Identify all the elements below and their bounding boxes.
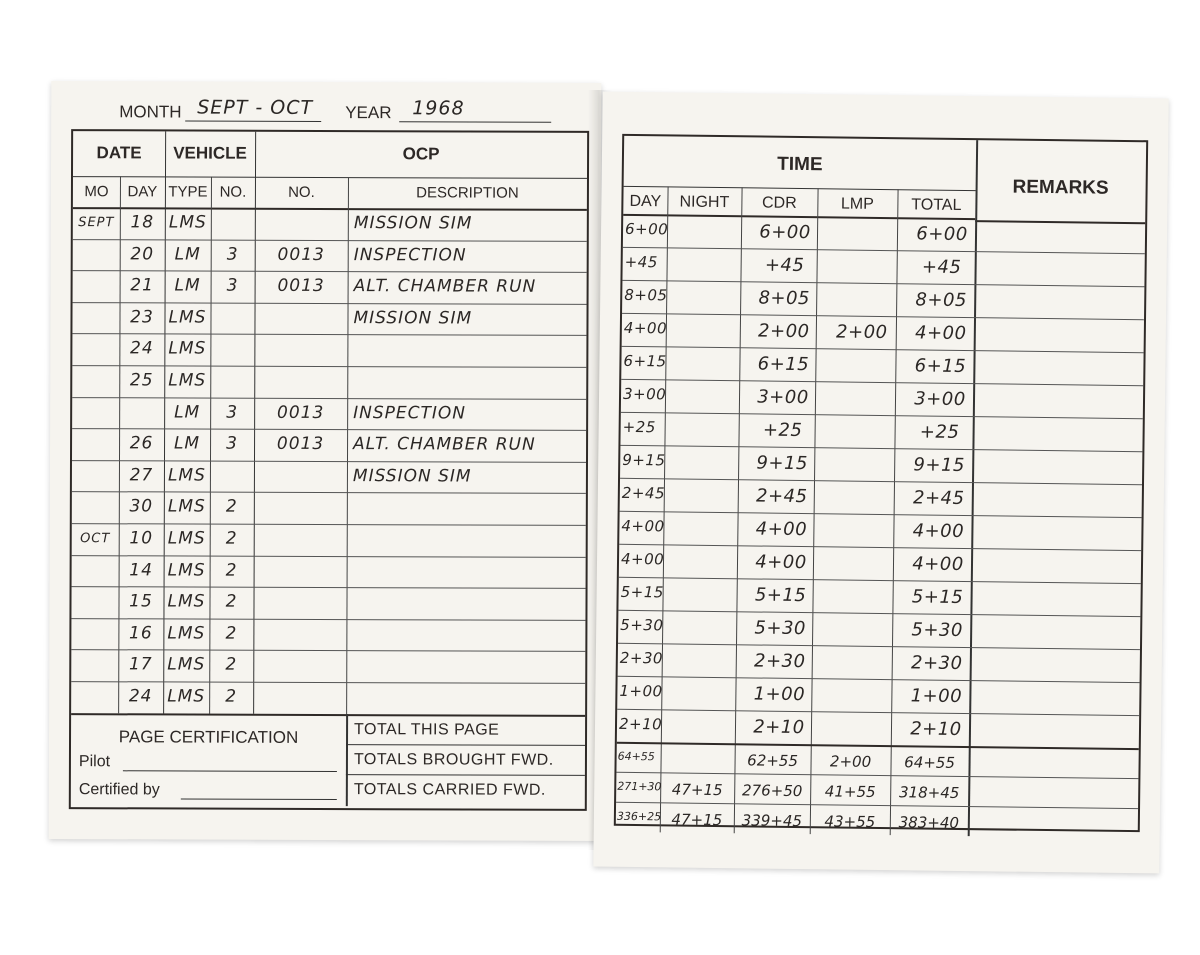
total-this-page-label: TOTAL THIS PAGE: [354, 720, 500, 739]
log-entry-type: LMS: [168, 370, 207, 391]
certified-signature-line: [181, 798, 337, 800]
totals-row-line: [616, 802, 1138, 809]
time-entry-total: 5+30: [911, 619, 964, 642]
remarks-header-bottom-line: [975, 220, 1145, 224]
log-entry-type: LM: [174, 244, 201, 265]
log-entry-ocp-no: 0013: [276, 434, 325, 455]
time-entry-total: 5+15: [911, 586, 964, 609]
header-date: DATE: [96, 143, 142, 163]
row-line: [72, 523, 586, 526]
log-entry-type: LM: [174, 275, 201, 296]
header-day: DAY: [629, 192, 662, 211]
time-entry-day: 8+05: [624, 285, 668, 305]
row-line: [72, 428, 586, 431]
log-entry-type: LMS: [167, 686, 206, 707]
month-value: SEPT - OCT: [197, 96, 314, 119]
header-bottom-line: [73, 207, 587, 211]
time-entry-day: 3+00: [622, 384, 667, 404]
time-row-line: [620, 445, 1142, 452]
total-entry-lmp: 43+55: [824, 812, 876, 831]
total-entry-total: 318+45: [898, 783, 960, 802]
month-label: MONTH: [119, 102, 182, 122]
log-entry-no: 2: [225, 623, 238, 644]
total-entry-lmp: 41+55: [824, 782, 876, 801]
log-entry-type: LMS: [167, 465, 206, 486]
time-entry-cdr: 5+15: [754, 584, 807, 607]
totals-brought-fwd-label: TOTALS BROUGHT FWD.: [353, 750, 554, 769]
row-line: [71, 650, 585, 653]
log-entry-no: 2: [225, 528, 238, 549]
time-entry-cdr: 4+00: [755, 551, 807, 574]
log-entry-day: 26: [129, 433, 154, 454]
time-entry-day: 4+00: [623, 318, 668, 338]
total-entry-total: 64+55: [904, 753, 956, 772]
log-entry-ocp-no: 0013: [276, 402, 325, 423]
header-vehicle: VEHICLE: [173, 143, 247, 163]
total-entry-day: 64+55: [617, 749, 655, 764]
row-line: [73, 302, 587, 305]
time-row-line: [618, 643, 1140, 650]
log-entry-no: 2: [225, 686, 238, 707]
pilot-signature-line: [123, 770, 337, 772]
time-table: [614, 134, 1148, 832]
time-entry-cdr: 4+00: [755, 518, 808, 541]
log-entry-mo: OCT: [80, 531, 111, 547]
time-entry-cdr: 2+00: [757, 320, 810, 343]
time-entry-total: 4+00: [912, 553, 964, 576]
time-row-line: [622, 280, 1144, 287]
time-row-line: [623, 247, 1145, 254]
total-entry-cdr: 276+50: [741, 781, 803, 801]
total-entry-night: 47+15: [671, 780, 723, 800]
time-row-line: [617, 709, 1139, 716]
log-entry-ocp-no: 0013: [277, 244, 325, 265]
time-entry-total: 6+00: [916, 223, 968, 246]
time-entry-day: 5+15: [620, 582, 664, 602]
log-entry-day: 24: [128, 686, 153, 707]
log-entry-no: 3: [226, 433, 239, 454]
year-underline: [399, 121, 551, 123]
row-line: [72, 460, 586, 463]
log-entry-day: 18: [130, 212, 155, 233]
time-entry-cdr: 1+00: [753, 683, 806, 706]
log-entry-day: 16: [129, 623, 153, 644]
header-type: TYPE: [168, 183, 208, 201]
time-entry-cdr: 9+15: [756, 452, 809, 475]
certified-by-label: Certified by: [78, 780, 160, 799]
year-label: YEAR: [345, 103, 392, 123]
row-line: [73, 239, 587, 242]
row-line: [72, 334, 586, 337]
footer-top-line: [71, 713, 585, 717]
log-entry-type: LMS: [167, 496, 206, 517]
time-entry-total: 2+10: [910, 718, 962, 741]
log-entry-day: 27: [129, 465, 154, 486]
time-entry-day: 2+45: [621, 483, 666, 503]
time-entry-total: 4+00: [912, 520, 965, 543]
log-entry-ocp-no: 0013: [277, 276, 325, 297]
footer-row-line: [346, 774, 585, 776]
time-entry-total: 4+00: [914, 322, 967, 345]
group-separator-line: [253, 132, 256, 714]
header-total: TOTAL: [911, 196, 962, 214]
year-value: 1968: [412, 97, 465, 120]
time-row-line: [619, 544, 1141, 551]
time-entry-day: 6+15: [623, 351, 667, 371]
header-divider-line: [73, 176, 587, 179]
log-entry-no: 3: [226, 402, 239, 423]
time-entry-total: 8+05: [915, 289, 968, 312]
time-entry-lmp: 2+00: [835, 321, 888, 344]
time-entry-day: 9+15: [622, 450, 666, 470]
header-lmp: LMP: [840, 195, 874, 213]
time-entry-day: 5+30: [620, 615, 664, 635]
time-row-line: [620, 511, 1142, 518]
log-entry-type: LM: [174, 402, 201, 423]
header-vehicle-no: NO.: [219, 183, 247, 201]
total-entry-total: 383+40: [898, 813, 960, 832]
log-entry-no: 2: [225, 560, 238, 581]
header-remarks: REMARKS: [1012, 176, 1109, 199]
time-entry-total: +45: [921, 256, 962, 278]
time-entry-cdr: 5+30: [754, 617, 807, 640]
total-entry-day: 271+30: [617, 779, 662, 794]
log-entry-desc: INSPECTION: [353, 244, 467, 266]
header-ocp-no: NO.: [288, 183, 315, 201]
time-entry-cdr: +25: [762, 419, 803, 442]
log-entry-desc: ALT. CHAMBER RUN: [353, 276, 537, 297]
totals-carried-fwd-label: TOTALS CARRIED FWD.: [353, 780, 546, 799]
log-entry-day: 24: [130, 338, 154, 359]
header-night: NIGHT: [679, 193, 730, 212]
log-entry-day: 17: [128, 654, 153, 675]
time-entry-total: 2+30: [910, 652, 963, 675]
log-entry-type: LMS: [168, 307, 207, 328]
time-entry-day: 2+10: [618, 714, 663, 734]
time-entry-total: 2+45: [912, 487, 965, 510]
total-entry-cdr: 62+55: [747, 751, 799, 771]
log-entry-desc: MISSION SIM: [353, 213, 473, 234]
row-line: [71, 681, 585, 684]
log-entry-day: 25: [129, 370, 154, 391]
row-line: [71, 618, 585, 621]
row-line: [72, 492, 586, 495]
footer-split-line: [346, 714, 348, 806]
time-entry-total: 6+15: [914, 355, 967, 378]
time-row-line: [618, 610, 1140, 617]
time-header-divider: [624, 186, 976, 191]
time-entry-day: 4+00: [620, 549, 665, 569]
row-line: [72, 397, 586, 400]
month-underline: [185, 121, 321, 122]
log-entry-day: 14: [129, 559, 153, 580]
pilot-label: Pilot: [78, 752, 111, 770]
log-entry-type: LMS: [168, 212, 207, 233]
log-entry-desc: ALT. CHAMBER RUN: [353, 434, 536, 455]
header-mo: MO: [84, 183, 109, 201]
log-entry-day: 20: [130, 243, 155, 264]
log-entry-no: 2: [225, 591, 238, 612]
log-entry-mo: SEPT: [78, 215, 115, 231]
totals-top-line: [617, 742, 1139, 750]
time-entry-day: 4+00: [621, 516, 665, 536]
time-row-line: [619, 577, 1141, 584]
flight-log-table: [69, 129, 589, 811]
time-entry-cdr: 2+30: [753, 650, 806, 673]
page-certification-label: PAGE CERTIFICATION: [118, 726, 299, 747]
left-page: [49, 81, 602, 841]
total-entry-cdr: 339+45: [741, 811, 803, 831]
row-line: [72, 555, 586, 558]
time-entry-total: +25: [919, 421, 960, 443]
right-page: [593, 92, 1168, 874]
log-entry-desc: MISSION SIM: [352, 465, 472, 487]
log-entry-desc: MISSION SIM: [353, 307, 473, 329]
log-entry-type: LM: [173, 433, 201, 454]
time-entry-cdr: 8+05: [758, 287, 811, 310]
row-line: [72, 586, 586, 589]
time-entry-cdr: +45: [764, 254, 805, 277]
time-entry-cdr: 6+00: [759, 221, 811, 244]
log-entry-day: 23: [130, 307, 154, 328]
log-entry-type: LMS: [167, 591, 206, 612]
log-entry-desc: INSPECTION: [353, 402, 467, 424]
log-entry-type: LMS: [167, 623, 206, 644]
totals-row-line: [616, 772, 1138, 779]
total-entry-lmp: 2+00: [829, 752, 872, 771]
log-entry-no: 3: [226, 275, 239, 296]
row-line: [73, 270, 587, 273]
log-entry-no: 2: [225, 497, 238, 518]
log-entry-no: 2: [225, 655, 238, 676]
header-ocp: OCP: [402, 144, 440, 164]
time-row-line: [622, 313, 1144, 320]
time-entry-day: 2+30: [619, 648, 664, 668]
time-row-line: [622, 346, 1144, 353]
time-row-line: [620, 478, 1142, 485]
log-entry-type: LMS: [168, 338, 207, 359]
log-entry-type: LMS: [167, 560, 206, 581]
total-entry-night: 47+15: [671, 810, 723, 830]
time-entry-day: +45: [624, 252, 658, 272]
time-row-line: [621, 412, 1143, 419]
total-entry-day: 336+25: [616, 809, 662, 824]
time-column-line: [660, 186, 669, 832]
log-entry-type: LMS: [167, 654, 206, 675]
log-entry-no: 3: [226, 244, 239, 265]
time-entry-total: 3+00: [914, 388, 966, 411]
time-entry-cdr: 2+45: [755, 485, 808, 508]
footer-row-line: [346, 744, 585, 746]
header-description: DESCRIPTION: [416, 184, 519, 202]
header-day: DAY: [127, 183, 158, 201]
time-entry-day: 6+00: [624, 219, 669, 239]
time-entry-day: +25: [622, 417, 656, 437]
time-entry-cdr: 6+15: [757, 353, 810, 376]
row-line: [72, 365, 586, 368]
time-entry-total: 1+00: [910, 685, 963, 708]
log-entry-day: 30: [129, 496, 154, 517]
time-header-bottom-line: [623, 214, 975, 220]
log-entry-day: 10: [129, 528, 154, 549]
time-row-line: [621, 379, 1143, 386]
log-entry-day: 21: [130, 275, 154, 296]
time-entry-cdr: 2+10: [753, 716, 805, 739]
time-row-line: [618, 676, 1140, 683]
time-entry-day: 1+00: [619, 681, 663, 701]
time-entry-cdr: 3+00: [757, 386, 809, 409]
header-cdr: CDR: [761, 194, 797, 212]
header-time: TIME: [777, 153, 823, 176]
log-entry-type: LMS: [167, 528, 206, 549]
time-entry-total: 9+15: [913, 454, 966, 477]
log-entry-day: 15: [129, 591, 153, 612]
